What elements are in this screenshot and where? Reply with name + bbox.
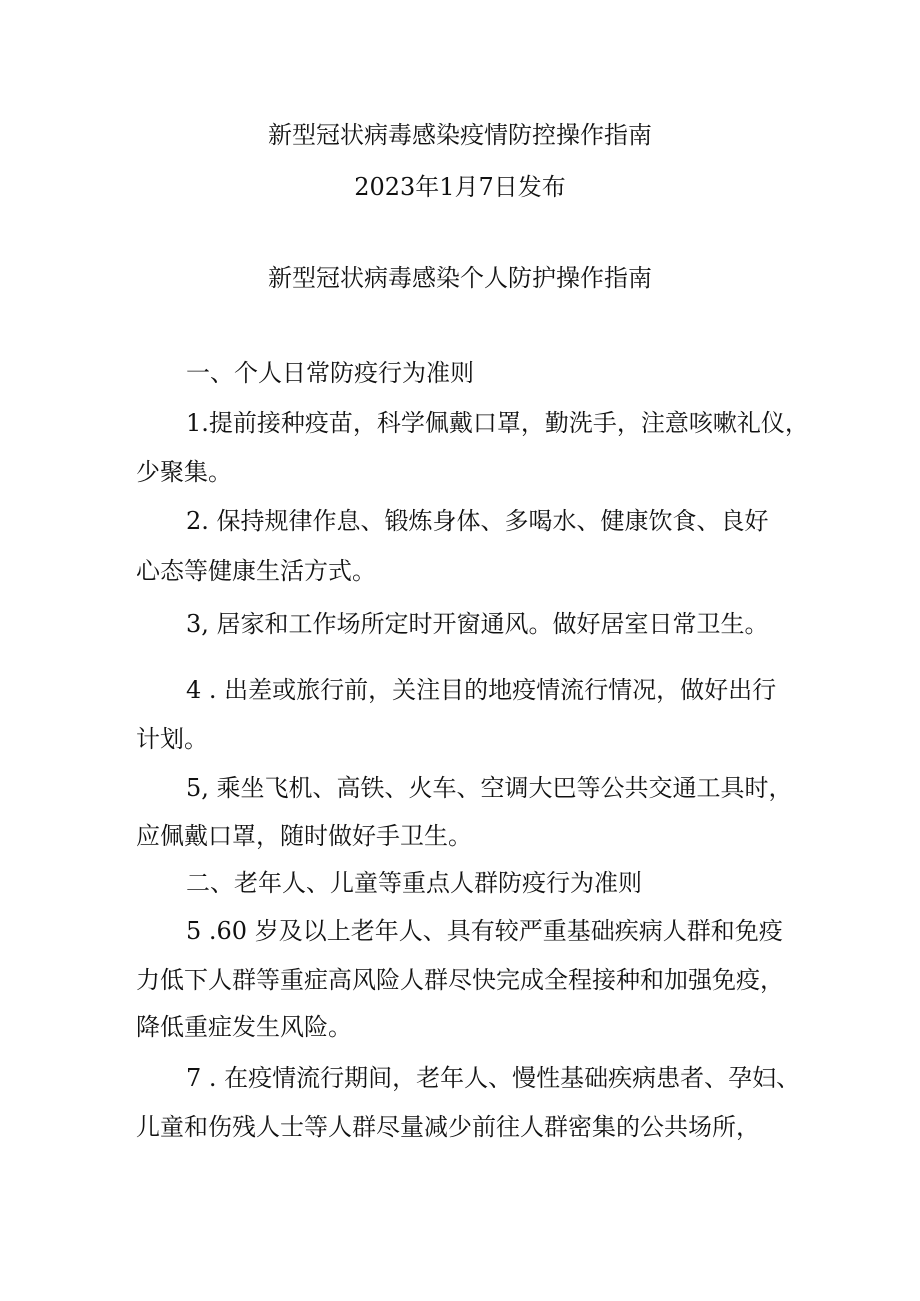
section-heading-1: 一、个人日常防疫行为准则 bbox=[186, 359, 474, 387]
section-heading-2: 二、老年人、儿童等重点人群防疫行为准则 bbox=[186, 869, 642, 897]
paragraph-line: 应佩戴口罩，随时做好手卫生。 bbox=[136, 822, 472, 850]
document-title: 新型冠状病毒感染疫情防控操作指南 bbox=[268, 121, 652, 149]
paragraph-line: 7 . 在疫情流行期间，老年人、慢性基础疾病患者、孕妇、 bbox=[186, 1064, 801, 1092]
paragraph-line: 1.提前接种疫苗，科学佩戴口罩，勤洗手，注意咳嗽礼仪， bbox=[186, 409, 809, 437]
paragraph-line: 5 .60 岁及以上老年人、具有较严重基础疾病人群和免疫 bbox=[186, 917, 783, 945]
paragraph-line: 心态等健康生活方式。 bbox=[136, 557, 376, 585]
publish-date: 2023年1月7日发布 bbox=[354, 173, 566, 201]
paragraph-line: 3, 居家和工作场所定时开窗通风。做好居室日常卫生。 bbox=[186, 610, 769, 638]
paragraph-line: 降低重症发生风险。 bbox=[136, 1013, 352, 1041]
paragraph-line: 2. 保持规律作息、锻炼身体、多喝水、健康饮食、良好 bbox=[186, 507, 769, 535]
paragraph-line: 力低下人群等重症高风险人群尽快完成全程接种和加强免疫， bbox=[136, 966, 784, 994]
document-subtitle: 新型冠状病毒感染个人防护操作指南 bbox=[268, 264, 652, 292]
paragraph-line: 4 . 出差或旅行前，关注目的地疫情流行情况，做好出行 bbox=[186, 676, 777, 704]
paragraph-line: 计划。 bbox=[136, 725, 208, 753]
paragraph-line: 5, 乘坐飞机、高铁、火车、空调大巴等公共交通工具时， bbox=[186, 774, 793, 802]
paragraph-line: 儿童和伤残人士等人群尽量减少前往人群密集的公共场所， bbox=[136, 1113, 760, 1141]
paragraph-line: 少聚集。 bbox=[136, 458, 232, 486]
